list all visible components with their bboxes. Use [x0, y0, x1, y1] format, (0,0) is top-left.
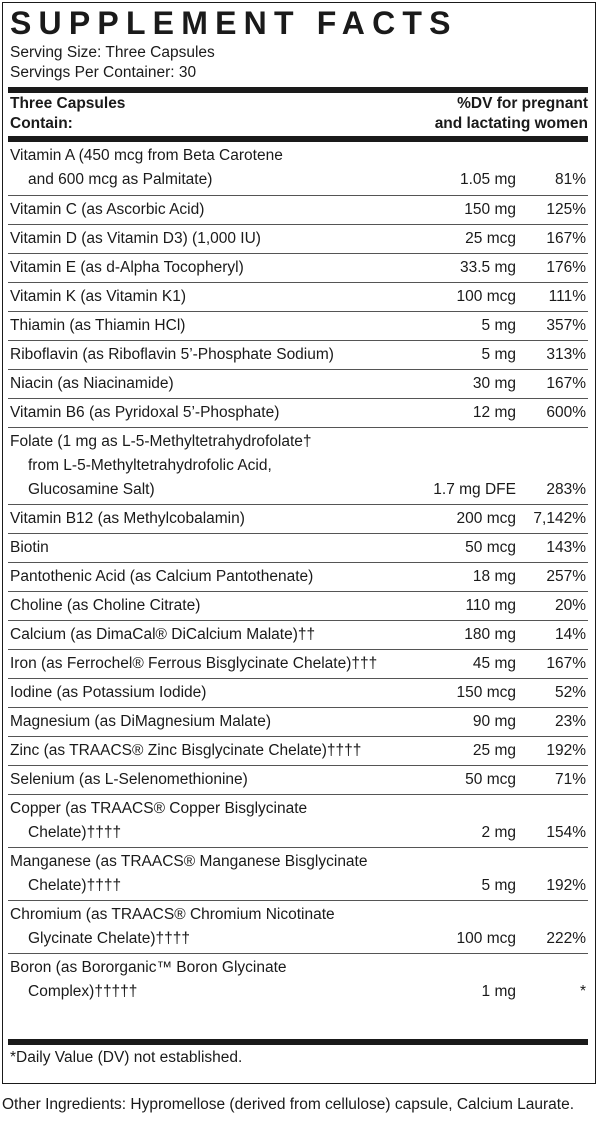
nutrient-name-line: Vitamin B6 (as Pyridoxal 5’-Phosphate) [10, 404, 280, 421]
nutrient-amount: 25 mg [472, 742, 516, 759]
nutrient-daily-value: 167% [546, 375, 586, 392]
nutrient-amount: 110 mg [465, 597, 516, 614]
nutrient-name [10, 623, 315, 647]
nutrient-daily-value: 167% [546, 230, 586, 247]
nutrient-name [10, 507, 245, 531]
footer-rule [8, 1039, 588, 1045]
nutrient-daily-value: 257% [546, 568, 586, 585]
nutrient-amount: 100 mcg [456, 930, 516, 947]
nutrient-daily-value: 7,142% [533, 510, 586, 527]
nutrient-name [10, 652, 377, 676]
nutrient-daily-value: 143% [546, 539, 586, 556]
nutrient-daily-value: * [579, 983, 586, 1000]
nutrient-name-line: from L-5-Methyltetrahydrofolic Acid, [28, 457, 272, 474]
nutrient-name [10, 797, 307, 845]
nutrient-amount: 30 mg [472, 375, 516, 392]
nutrient-name [10, 956, 287, 1004]
nutrient-amount: 150 mg [464, 201, 516, 218]
nutrient-row [8, 195, 588, 224]
nutrient-name [10, 430, 312, 502]
nutrient-row [8, 953, 588, 1006]
nutrient-row [8, 427, 588, 504]
nutrient-row [8, 847, 588, 900]
nutrient-amount: 90 mg [472, 713, 516, 730]
nutrient-name-line: Vitamin A (450 mcg from Beta Carotene [10, 147, 283, 164]
nutrient-name-line: Pantothenic Acid (as Calcium Pantothenate) [10, 568, 314, 585]
nutrient-amount: 1.7 mg DFE [433, 481, 516, 498]
header-right-line: %DV for pregnant [457, 95, 588, 112]
nutrient-name [10, 739, 361, 763]
nutrient-name [10, 227, 261, 251]
nutrient-name [10, 256, 244, 280]
nutrient-row [8, 900, 588, 953]
nutrient-name [10, 536, 49, 560]
nutrient-name [10, 565, 313, 589]
nutrient-row [8, 369, 588, 398]
nutrient-daily-value: 192% [546, 742, 586, 759]
nutrient-row [8, 253, 588, 282]
nutrient-daily-value: 125% [546, 201, 586, 218]
nutrient-name [10, 681, 206, 705]
nutrient-daily-value: 111% [548, 288, 586, 305]
nutrient-amount: 45 mg [472, 655, 516, 672]
nutrient-name [10, 144, 283, 192]
nutrient-daily-value: 23% [554, 713, 586, 730]
nutrient-row [8, 794, 588, 847]
nutrient-daily-value: 283% [546, 481, 586, 498]
nutrient-amount: 100 mcg [456, 288, 516, 305]
nutrient-name-line: Glycinate Chelate)†††† [28, 930, 190, 947]
nutrient-name-line: Vitamin D (as Vitamin D3) (1,000 IU) [10, 230, 261, 247]
nutrient-daily-value: 167% [546, 655, 586, 672]
nutrient-row [8, 649, 588, 678]
nutrient-row [8, 562, 588, 591]
nutrient-amount: 5 mg [481, 346, 516, 363]
serving-size: Serving Size: Three Capsules [10, 44, 215, 61]
nutrient-name [10, 343, 334, 367]
nutrient-name-line: Boron (as Bororganic™ Boron Glycinate [10, 959, 287, 976]
header-top-rule [8, 87, 588, 93]
nutrient-name-line: Chelate)†††† [28, 824, 122, 841]
nutrient-name [10, 314, 185, 338]
nutrient-row [8, 224, 588, 253]
nutrient-row [8, 504, 588, 533]
nutrient-row [8, 678, 588, 707]
nutrient-amount: 200 mcg [456, 510, 516, 527]
nutrient-daily-value: 600% [546, 404, 586, 421]
nutrient-amount: 18 mg [472, 568, 516, 585]
nutrient-row [8, 340, 588, 369]
header-daily-value [435, 94, 588, 134]
nutrient-name-line: Magnesium (as DiMagnesium Malate) [10, 713, 272, 730]
nutrient-daily-value: 81% [554, 171, 586, 188]
nutrient-name-line: Vitamin E (as d-Alpha Tocopheryl) [10, 259, 244, 276]
nutrient-name [10, 710, 271, 734]
nutrient-amount: 5 mg [481, 877, 516, 894]
nutrient-amount: 5 mg [481, 317, 516, 334]
nutrient-daily-value: 176% [546, 259, 586, 276]
nutrient-row [8, 736, 588, 765]
nutrient-name-line: Vitamin K (as Vitamin K1) [10, 288, 187, 305]
nutrient-amount: 1 mg [481, 983, 516, 1000]
nutrient-amount: 180 mg [464, 626, 516, 643]
header-left-line: Three Capsules [10, 95, 126, 112]
nutrient-amount: 1.05 mg [459, 171, 516, 188]
nutrient-name-line: Vitamin B12 (as Methylcobalamin) [10, 510, 245, 527]
nutrient-amount: 2 mg [481, 824, 516, 841]
nutrient-name-line: Copper (as TRAACS® Copper Bisglycinate [10, 800, 308, 817]
nutrient-amount: 12 mg [472, 404, 516, 421]
nutrient-row [8, 142, 588, 195]
nutrient-list [8, 142, 588, 1006]
nutrient-name-line: Iron (as Ferrochel® Ferrous Bisglycinate Chelate)††† [10, 655, 378, 672]
nutrient-name-line: Niacin (as Niacinamide) [10, 375, 174, 392]
nutrient-amount: 150 mcg [456, 684, 516, 701]
nutrient-row [8, 282, 588, 311]
nutrient-daily-value: 222% [546, 930, 586, 947]
nutrient-name [10, 285, 186, 309]
nutrient-name [10, 401, 279, 425]
nutrient-daily-value: 313% [546, 346, 586, 363]
nutrient-name-line: Biotin [10, 539, 49, 556]
nutrient-name-line: Zinc (as TRAACS® Zinc Bisglycinate Chelate)†††† [10, 742, 362, 759]
nutrient-daily-value: 357% [546, 317, 586, 334]
nutrient-name [10, 850, 367, 898]
nutrient-daily-value: 192% [546, 877, 586, 894]
nutrient-name-line: Glucosamine Salt) [28, 481, 155, 498]
nutrient-name [10, 594, 200, 618]
nutrient-amount: 33.5 mg [459, 259, 516, 276]
header-left-line: Contain: [10, 115, 73, 132]
panel-title: SUPPLEMENT FACTS [10, 5, 458, 41]
nutrient-row [8, 533, 588, 562]
nutrient-daily-value: 20% [554, 597, 586, 614]
nutrient-daily-value: 52% [554, 684, 586, 701]
nutrient-daily-value: 71% [554, 771, 586, 788]
nutrient-name [10, 768, 248, 792]
nutrient-amount: 25 mcg [465, 230, 516, 247]
nutrient-name-line: Folate (1 mg as L-5-Methyltetrahydrofolate† [10, 433, 312, 450]
servings-per-container: Servings Per Container: 30 [10, 64, 197, 81]
nutrient-name-line: Selenium (as L-Selenomethionine) [10, 771, 248, 788]
nutrient-amount: 50 mcg [465, 771, 516, 788]
nutrient-name-line: Thiamin (as Thiamin HCl) [10, 317, 186, 334]
nutrient-amount: 50 mcg [465, 539, 516, 556]
nutrient-row [8, 765, 588, 794]
nutrient-daily-value: 14% [554, 626, 586, 643]
header-right-line: and lactating women [434, 115, 588, 132]
nutrient-name-line: and 600 mcg as Palmitate) [28, 171, 213, 188]
nutrient-name [10, 903, 335, 951]
nutrient-name-line: Choline (as Choline Citrate) [10, 597, 201, 614]
nutrient-name-line: Chelate)†††† [28, 877, 122, 894]
nutrient-row [8, 311, 588, 340]
nutrient-daily-value: 154% [546, 824, 586, 841]
other-ingredients: Other Ingredients: Hypromellose (derived from cellulose) capsule, Calcium Laurate. [2, 1096, 575, 1113]
nutrient-name [10, 198, 204, 222]
nutrient-row [8, 591, 588, 620]
nutrient-row [8, 620, 588, 649]
nutrient-row [8, 707, 588, 736]
nutrient-name-line: Vitamin C (as Ascorbic Acid) [10, 201, 205, 218]
nutrient-name-line: Complex)††††† [28, 983, 138, 1000]
nutrient-name-line: Manganese (as TRAACS® Manganese Bisglycinate [10, 853, 368, 870]
nutrient-name-line: Chromium (as TRAACS® Chromium Nicotinate [10, 906, 335, 923]
nutrient-name-line: Riboflavin (as Riboflavin 5’-Phosphate Sodium) [10, 346, 334, 363]
nutrient-name [10, 372, 174, 396]
nutrient-row [8, 398, 588, 427]
nutrient-name-line: Calcium (as DimaCal® DiCalcium Malate)†† [10, 626, 316, 643]
header-amount-per-serving [10, 94, 125, 134]
daily-value-footnote: *Daily Value (DV) not established. [10, 1049, 243, 1066]
nutrient-name-line: Iodine (as Potassium Iodide) [10, 684, 207, 701]
